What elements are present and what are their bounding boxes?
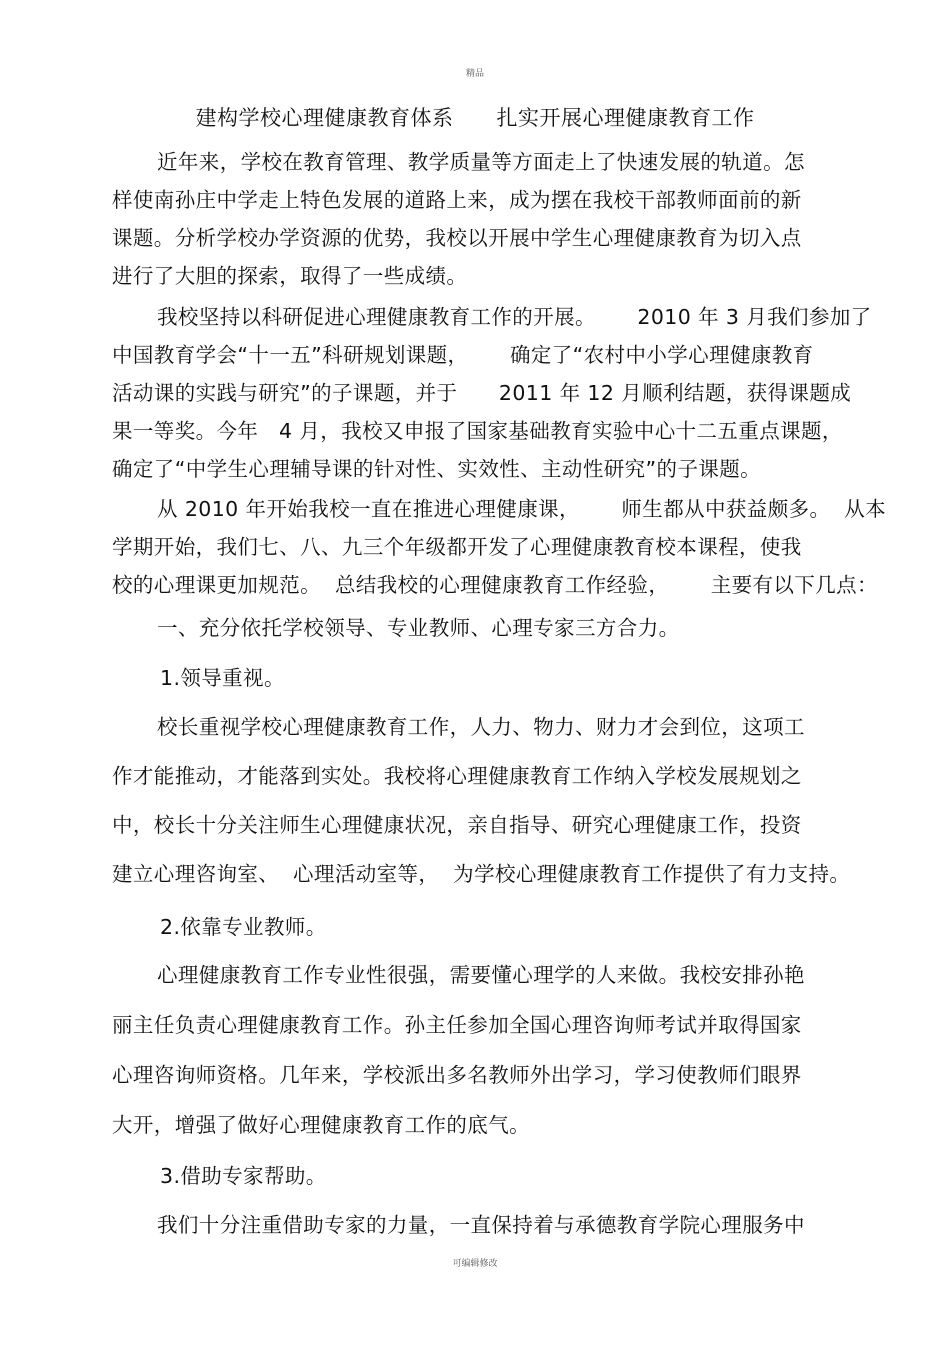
paragraph-line: 作才能推动，才能落到实处。我校将心理健康教育工作纳入学校发展规划之 [112,764,802,788]
subsection-heading: 2.依靠专业教师。 [160,915,327,939]
document-title: 建构学校心理健康教育体系 扎实开展心理健康教育工作 [195,106,755,130]
footer-watermark: 可编辑修改 [452,1259,498,1269]
paragraph-line: 进行了大胆的探索，取得了一些成绩。 [112,264,468,288]
subsection-heading: 1.领导重视。 [160,666,285,690]
paragraph-line: 建立心理咨询室、 心理活动室等， 为学校心理健康教育工作提供了有力支持。 [112,862,851,886]
paragraph-line: 确定了“中学生心理辅导课的针对性、实效性、主动性研究”的子课题。 [112,457,762,481]
section-heading: 一、充分依托学校领导、专业教师、心理专家三方合力。 [157,616,680,640]
paragraph-line: 学期开始，我们七、八、九三个年级都开发了心理健康教育校本课程，使我 [112,535,802,559]
paragraph-line: 校长重视学校心理健康教育工作，人力、物力、财力才会到位，这项工 [157,715,805,739]
paragraph-line: 样使南孙庄中学走上特色发展的道路上来，成为摆在我校干部教师面前的新 [112,188,802,212]
paragraph-line: 中，校长十分关注师生心理健康状况，亲自指导、研究心理健康工作，投资 [112,813,802,837]
paragraph-line: 我校坚持以科研促进心理健康教育工作的开展。 2010 年 3 月我们参加了 [157,305,872,329]
header-watermark: 精品 [465,69,484,79]
paragraph-line: 活动课的实践与研究”的子课题，并于 2011 年 12 月顺利结题，获得课题成 [112,381,852,405]
paragraph-line: 校的心理课更加规范。 总结我校的心理健康教育工作经验， 主要有以下几点： [112,573,878,597]
paragraph-line: 丽主任负责心理健康教育工作。孙主任参加全国心理咨询师考试并取得国家 [112,1013,802,1037]
paragraph-line: 果一等奖。今年 4 月，我校又申报了国家基础教育实验中心十二五重点课题， [112,419,843,443]
paragraph-line: 心理咨询师资格。几年来，学校派出多名教师外出学习，学习使教师们眼界 [112,1063,802,1087]
subsection-heading: 3.借助专家帮助。 [160,1164,327,1188]
paragraph-line: 大开，增强了做好心理健康教育工作的底气。 [112,1113,530,1137]
paragraph-line: 课题。分析学校办学资源的优势，我校以开展中学生心理健康教育为切入点 [112,226,802,250]
paragraph-line: 近年来，学校在教育管理、教学质量等方面走上了快速发展的轨道。怎 [157,150,805,174]
paragraph-line: 中国教育学会“十一五”科研规划课题， 确定了“农村中小学心理健康教育 [112,343,814,367]
paragraph-line: 心理健康教育工作专业性很强，需要懂心理学的人来做。我校安排孙艳 [157,963,805,987]
paragraph-line: 我们十分注重借助专家的力量，一直保持着与承德教育学院心理服务中 [157,1213,805,1237]
paragraph-line: 从 2010 年开始我校一直在推进心理健康课， 师生都从中获益颇多。 从本 [157,497,887,521]
